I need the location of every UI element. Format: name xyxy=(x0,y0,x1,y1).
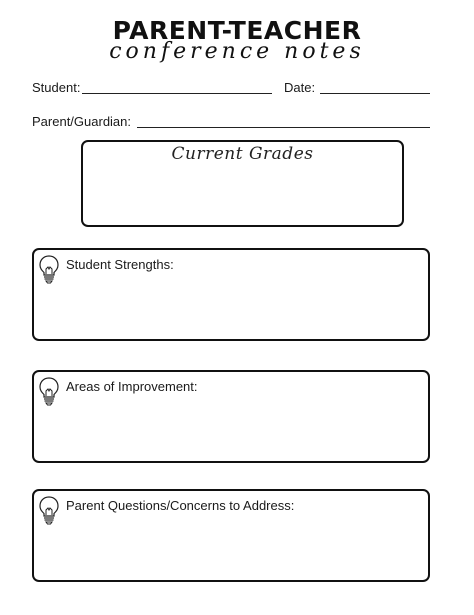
lightbulb-icon xyxy=(38,254,60,284)
student-label: Student: xyxy=(32,80,81,95)
parent-questions-label: Parent Questions/Concerns to Address: xyxy=(66,498,295,513)
current-grades-title: Current Grades xyxy=(171,144,314,164)
parent-guardian-field[interactable] xyxy=(137,127,430,128)
student-strengths-box[interactable] xyxy=(32,248,430,341)
parent-questions-box[interactable] xyxy=(32,489,430,582)
current-grades-box[interactable] xyxy=(81,140,404,227)
areas-of-improvement-box[interactable] xyxy=(32,370,430,463)
lightbulb-icon xyxy=(38,495,60,525)
student-strengths-label: Student Strengths: xyxy=(66,257,174,272)
page-title: PARENT-TEACHER xyxy=(112,16,362,45)
areas-of-improvement-label: Areas of Improvement: xyxy=(66,379,198,394)
lightbulb-icon xyxy=(38,376,60,406)
date-field[interactable] xyxy=(320,93,430,94)
parent-guardian-label: Parent/Guardian: xyxy=(32,114,132,129)
student-field[interactable] xyxy=(82,93,272,94)
date-label: Date: xyxy=(284,80,316,95)
page-subtitle: conference notes xyxy=(109,39,365,64)
